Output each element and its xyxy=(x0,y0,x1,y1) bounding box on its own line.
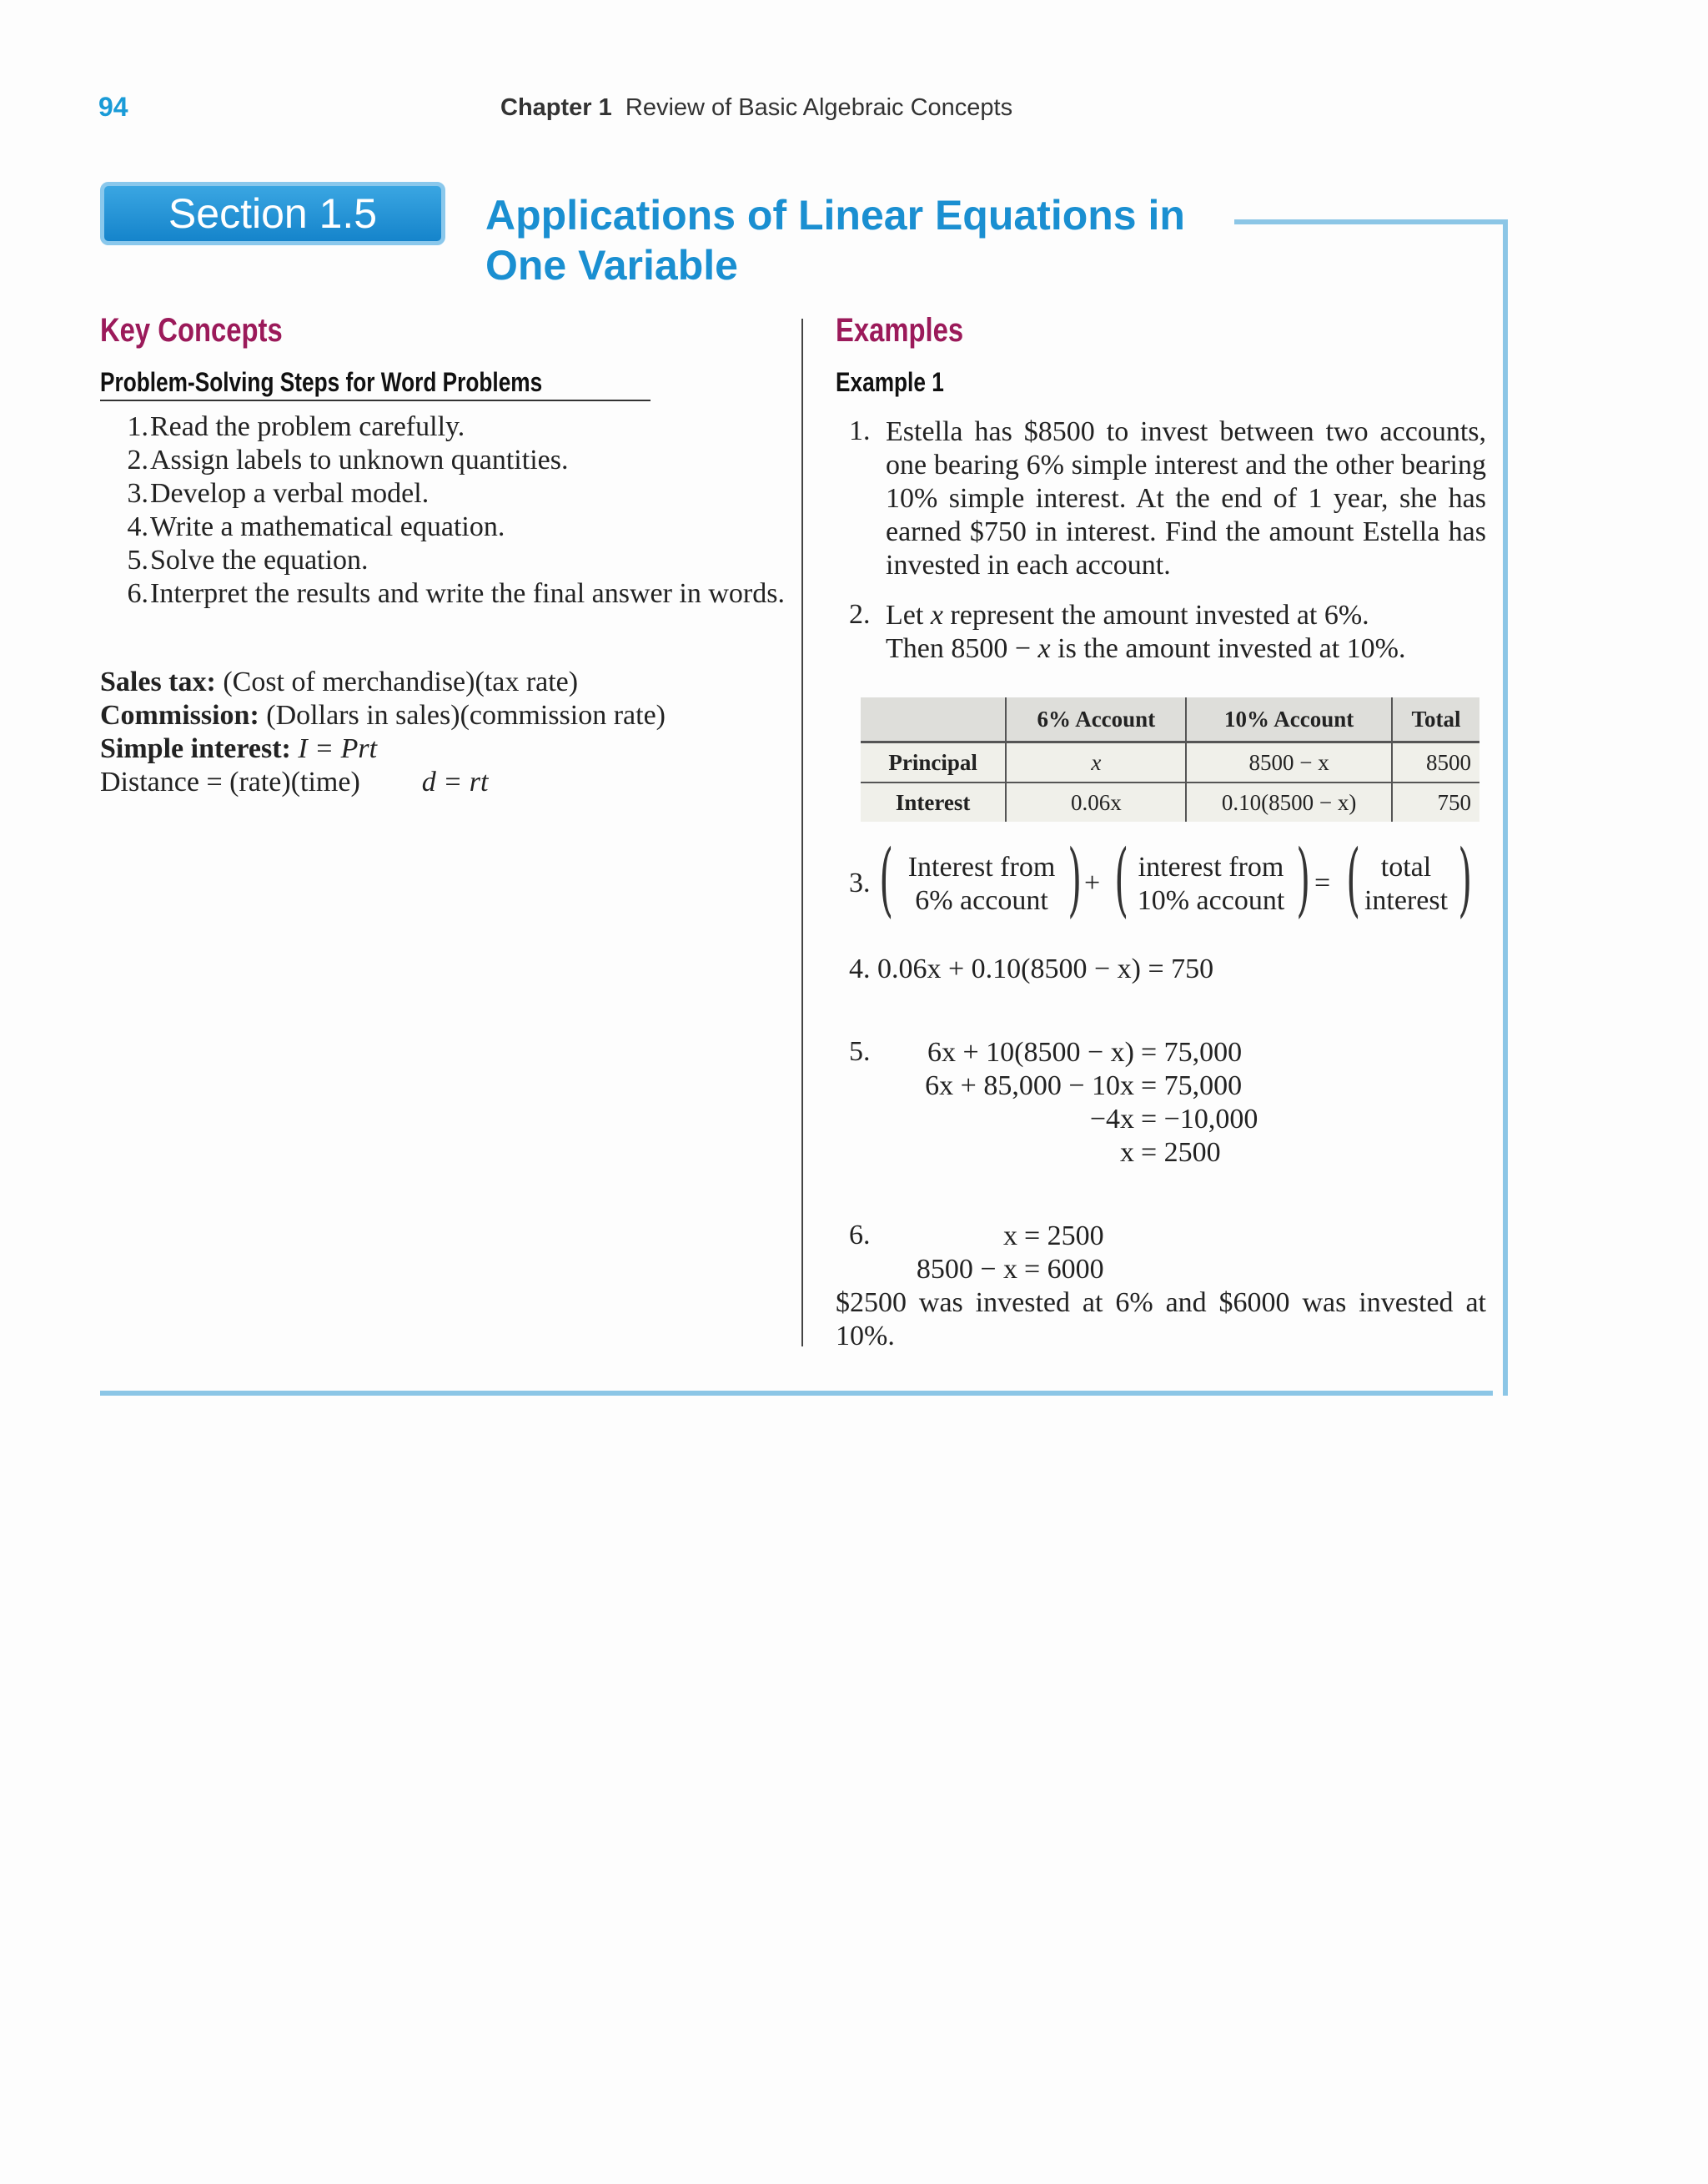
table-cell: 8500 xyxy=(1392,742,1479,783)
commission-formula: Commission: (Dollars in sales)(commission rate) xyxy=(100,700,666,731)
table-cell: 750 xyxy=(1392,783,1479,822)
example-step2-text xyxy=(886,599,1486,666)
model-term: total interest xyxy=(1364,852,1449,916)
example-step-number: 3. xyxy=(849,868,871,898)
equation-right: = 75,000 xyxy=(1141,1037,1243,1068)
steps-heading-text: Problem-Solving Steps for Word Problems xyxy=(100,367,543,397)
frame-top-border xyxy=(1234,219,1508,224)
section-badge: Section 1.5 xyxy=(100,182,445,245)
running-head xyxy=(500,94,1012,122)
table-header-cell: 10% Account xyxy=(1186,697,1392,742)
table-row xyxy=(861,742,1479,783)
left-paren: ( xyxy=(1346,833,1361,926)
equation-left: 6x + 10(8500 − x) xyxy=(927,1037,1134,1068)
left-paren: ( xyxy=(1114,833,1129,926)
right-paren: ) xyxy=(1296,833,1311,926)
equation-right: = 2500 xyxy=(1024,1220,1104,1251)
equation-right: = 75,000 xyxy=(1141,1070,1243,1101)
table-header-row xyxy=(861,697,1479,742)
sales-tax-formula: Sales tax: (Cost of merchandise)(tax rate) xyxy=(100,667,579,697)
table-cell: Principal xyxy=(861,742,1006,783)
chapter-title: Review of Basic Algebraic Concepts xyxy=(625,94,1013,121)
distance-formula: Distance = (rate)(time) d = rt xyxy=(100,767,489,798)
equation-step4: 4. 0.06x + 0.10(8500 − x) = 750 xyxy=(849,954,1214,984)
equation-left: 6x + 85,000 − 10x xyxy=(925,1070,1134,1101)
equation-left: 8500 − x xyxy=(916,1254,1017,1285)
example-conclusion: $2500 was invested at 6% and $6000 was invested at 10%. xyxy=(836,1287,1486,1351)
section-title xyxy=(485,190,1236,290)
example-problem-text: Estella has $8500 to invest between two accounts, one bearing 6% simple interest and the other bearing 10% simple interest. At the end of 1 year, she has earned $750 in interest. Find the amount Estella has invested in each account. xyxy=(886,416,1486,581)
equation-left: −4x xyxy=(1089,1104,1134,1135)
plus-sign: + xyxy=(1084,868,1101,898)
equation-left: x xyxy=(1003,1220,1017,1251)
model-term: Interest from 6% account xyxy=(907,852,1056,916)
step2-line1: Let x represent the amount invested at 6%. xyxy=(886,600,1369,631)
left-paren: ( xyxy=(879,833,894,926)
equation-left: x xyxy=(1120,1137,1134,1168)
key-concepts-heading xyxy=(100,310,323,350)
chapter-label: Chapter 1 xyxy=(500,94,612,121)
example-label-text: Example 1 xyxy=(836,367,944,397)
table-cell: Interest xyxy=(895,789,971,815)
equals-sign: = xyxy=(1314,868,1331,898)
right-paren: ) xyxy=(1068,833,1083,926)
table-cell: x xyxy=(1006,742,1186,783)
frame-right-border xyxy=(1503,219,1508,1396)
table-cell: 8500 − x xyxy=(1186,742,1392,783)
step2-line2: Then 8500 − x is the amount invested at 10%. xyxy=(886,633,1406,664)
equation-right: = 6000 xyxy=(1024,1254,1104,1285)
table-header-cell: Total xyxy=(1392,697,1479,742)
frame-bottom-border xyxy=(100,1391,1493,1396)
section-title-line2: One Variable xyxy=(485,242,738,289)
right-paren: ) xyxy=(1458,833,1473,926)
page-number: 94 xyxy=(98,92,128,122)
table-header-cell xyxy=(861,697,1006,742)
steps-heading xyxy=(100,367,651,401)
simple-interest-formula: Simple interest: I = Prt xyxy=(100,733,378,764)
model-term: interest from 10% account xyxy=(1137,852,1285,916)
table-header-cell: 6% Account xyxy=(1006,697,1186,742)
examples-heading xyxy=(836,310,992,350)
account-table xyxy=(861,697,1479,822)
equation-right: = −10,000 xyxy=(1141,1104,1258,1135)
example-step-number: 2. xyxy=(849,599,871,630)
example-step-number: 1. xyxy=(849,415,871,446)
example-step-number: 5. xyxy=(849,1036,871,1067)
examples-heading-text: Examples xyxy=(836,312,964,349)
table-row xyxy=(861,783,1479,822)
table-cell: 0.10(8500 − x) xyxy=(1186,783,1392,822)
key-concepts-heading-text: Key Concepts xyxy=(100,312,283,349)
table-cell: 0.06x xyxy=(1006,783,1186,822)
equation-right: = 2500 xyxy=(1141,1137,1221,1168)
section-title-line1: Applications of Linear Equations in xyxy=(485,192,1185,239)
example-step-number: 6. xyxy=(849,1220,871,1251)
example-label xyxy=(836,367,967,398)
